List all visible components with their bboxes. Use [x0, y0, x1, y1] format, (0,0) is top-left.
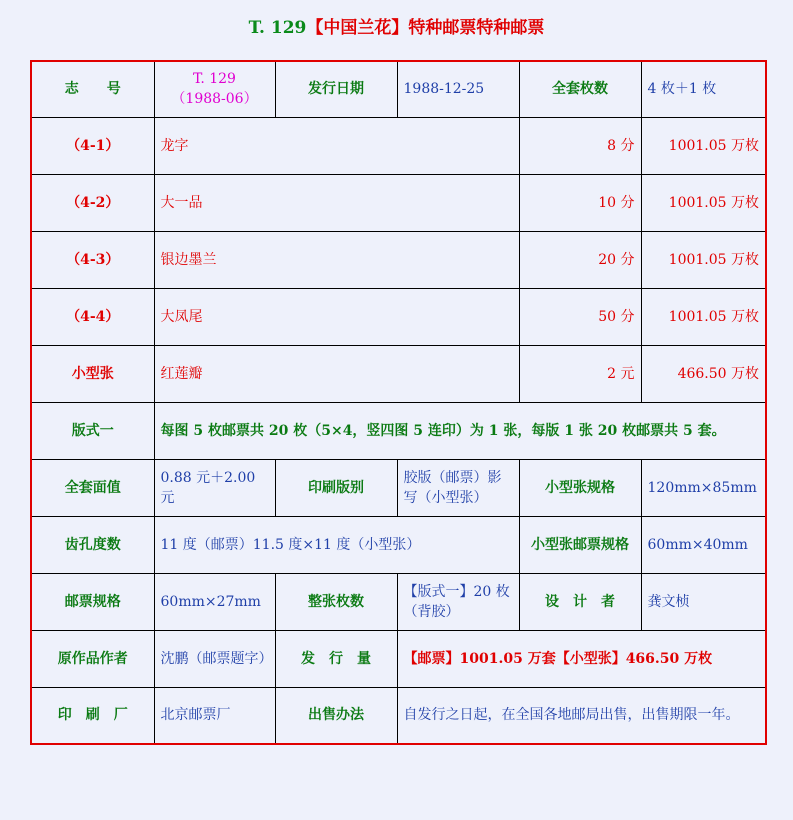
table-row: [31, 402, 766, 459]
stamp-no: （4-2）: [31, 174, 154, 231]
table-row: [31, 231, 766, 288]
page-title: [0, 16, 793, 40]
zhihao-code: T. 129: [193, 71, 236, 88]
stamp-no: （4-1）: [31, 117, 154, 174]
stamp-no: （4-4）: [31, 288, 154, 345]
stamp-value: 50 分: [519, 288, 641, 345]
artist-label: 原作品作者: [31, 630, 154, 687]
stamp-value: 2 元: [519, 345, 641, 402]
sale-label: 出售办法: [275, 687, 397, 744]
table-row: [31, 630, 766, 687]
face-value-label: 全套面值: [31, 459, 154, 516]
format-label: 版式一: [31, 402, 154, 459]
stamp-qty: 1001.05 万枚: [641, 174, 766, 231]
stamp-name: 红莲瓣: [154, 345, 519, 402]
zhihao-sub: （1988-06）: [171, 91, 258, 108]
table-row: [31, 61, 766, 117]
designer: 龚文桢: [641, 573, 766, 630]
table-row: [31, 687, 766, 744]
issue-date-value: 1988-12-25: [397, 61, 519, 117]
stamp-size: 60mm×27mm: [154, 573, 275, 630]
stamp-name: 大凤尾: [154, 288, 519, 345]
issue-qty: 【邮票】1001.05 万套【小型张】466.50 万枚: [397, 630, 766, 687]
stamp-name: 大一品: [154, 174, 519, 231]
stamp-qty: 1001.05 万枚: [641, 231, 766, 288]
stamp-info-table: [30, 60, 767, 745]
ss-size-label: 小型张规格: [519, 459, 641, 516]
stamp-value: 8 分: [519, 117, 641, 174]
stamp-name: 银边墨兰: [154, 231, 519, 288]
table-row: [31, 516, 766, 573]
stamp-no: 小型张: [31, 345, 154, 402]
title-code: T. 129: [248, 18, 307, 38]
table-row: [31, 174, 766, 231]
title-name: 【中国兰花】: [306, 18, 409, 38]
issue-qty-label: 发 行 量: [275, 630, 397, 687]
printer: 北京邮票厂: [154, 687, 275, 744]
printer-label: 印 刷 厂: [31, 687, 154, 744]
stamp-value: 10 分: [519, 174, 641, 231]
stamp-qty: 1001.05 万枚: [641, 117, 766, 174]
table-row: [31, 345, 766, 402]
perf-label: 齿孔度数: [31, 516, 154, 573]
stamp-size-label: 邮票规格: [31, 573, 154, 630]
format-text: 每图 5 枚邮票共 20 枚（5×4，竖四图 5 连印）为 1 张，每版 1 张 20 枚邮票共 5 套。: [154, 402, 766, 459]
ss-stamp-size-label: 小型张邮票规格: [519, 516, 641, 573]
designer-label: 设 计 者: [519, 573, 641, 630]
stamp-qty: 1001.05 万枚: [641, 288, 766, 345]
print-method: 胶版（邮票）影写（小型张）: [397, 459, 519, 516]
stamp-name: 龙字: [154, 117, 519, 174]
zhihao-label: 志 号: [31, 61, 154, 117]
title-suffix: 特种邮票特种邮票: [408, 18, 545, 38]
issue-date-label: 发行日期: [275, 61, 397, 117]
stamp-no: （4-3）: [31, 231, 154, 288]
stamp-qty: 466.50 万枚: [641, 345, 766, 402]
face-value: 0.88 元＋2.00 元: [154, 459, 275, 516]
table-row: [31, 459, 766, 516]
sheet-count-label: 整张枚数: [275, 573, 397, 630]
count-label: 全套枚数: [519, 61, 641, 117]
zhihao-value: [154, 61, 275, 117]
ss-stamp-size: 60mm×40mm: [641, 516, 766, 573]
sale-method: 自发行之日起，在全国各地邮局出售，出售期限一年。: [397, 687, 766, 744]
print-method-label: 印刷版别: [275, 459, 397, 516]
table-row: [31, 573, 766, 630]
table-row: [31, 117, 766, 174]
count-value: 4 枚＋1 枚: [641, 61, 766, 117]
perf-value: 11 度（邮票）11.5 度×11 度（小型张）: [154, 516, 519, 573]
stamp-value: 20 分: [519, 231, 641, 288]
ss-size: 120mm×85mm: [641, 459, 766, 516]
sheet-count: 【版式一】20 枚（背胶）: [397, 573, 519, 630]
artist: 沈鹏（邮票题字）: [154, 630, 275, 687]
table-row: [31, 288, 766, 345]
